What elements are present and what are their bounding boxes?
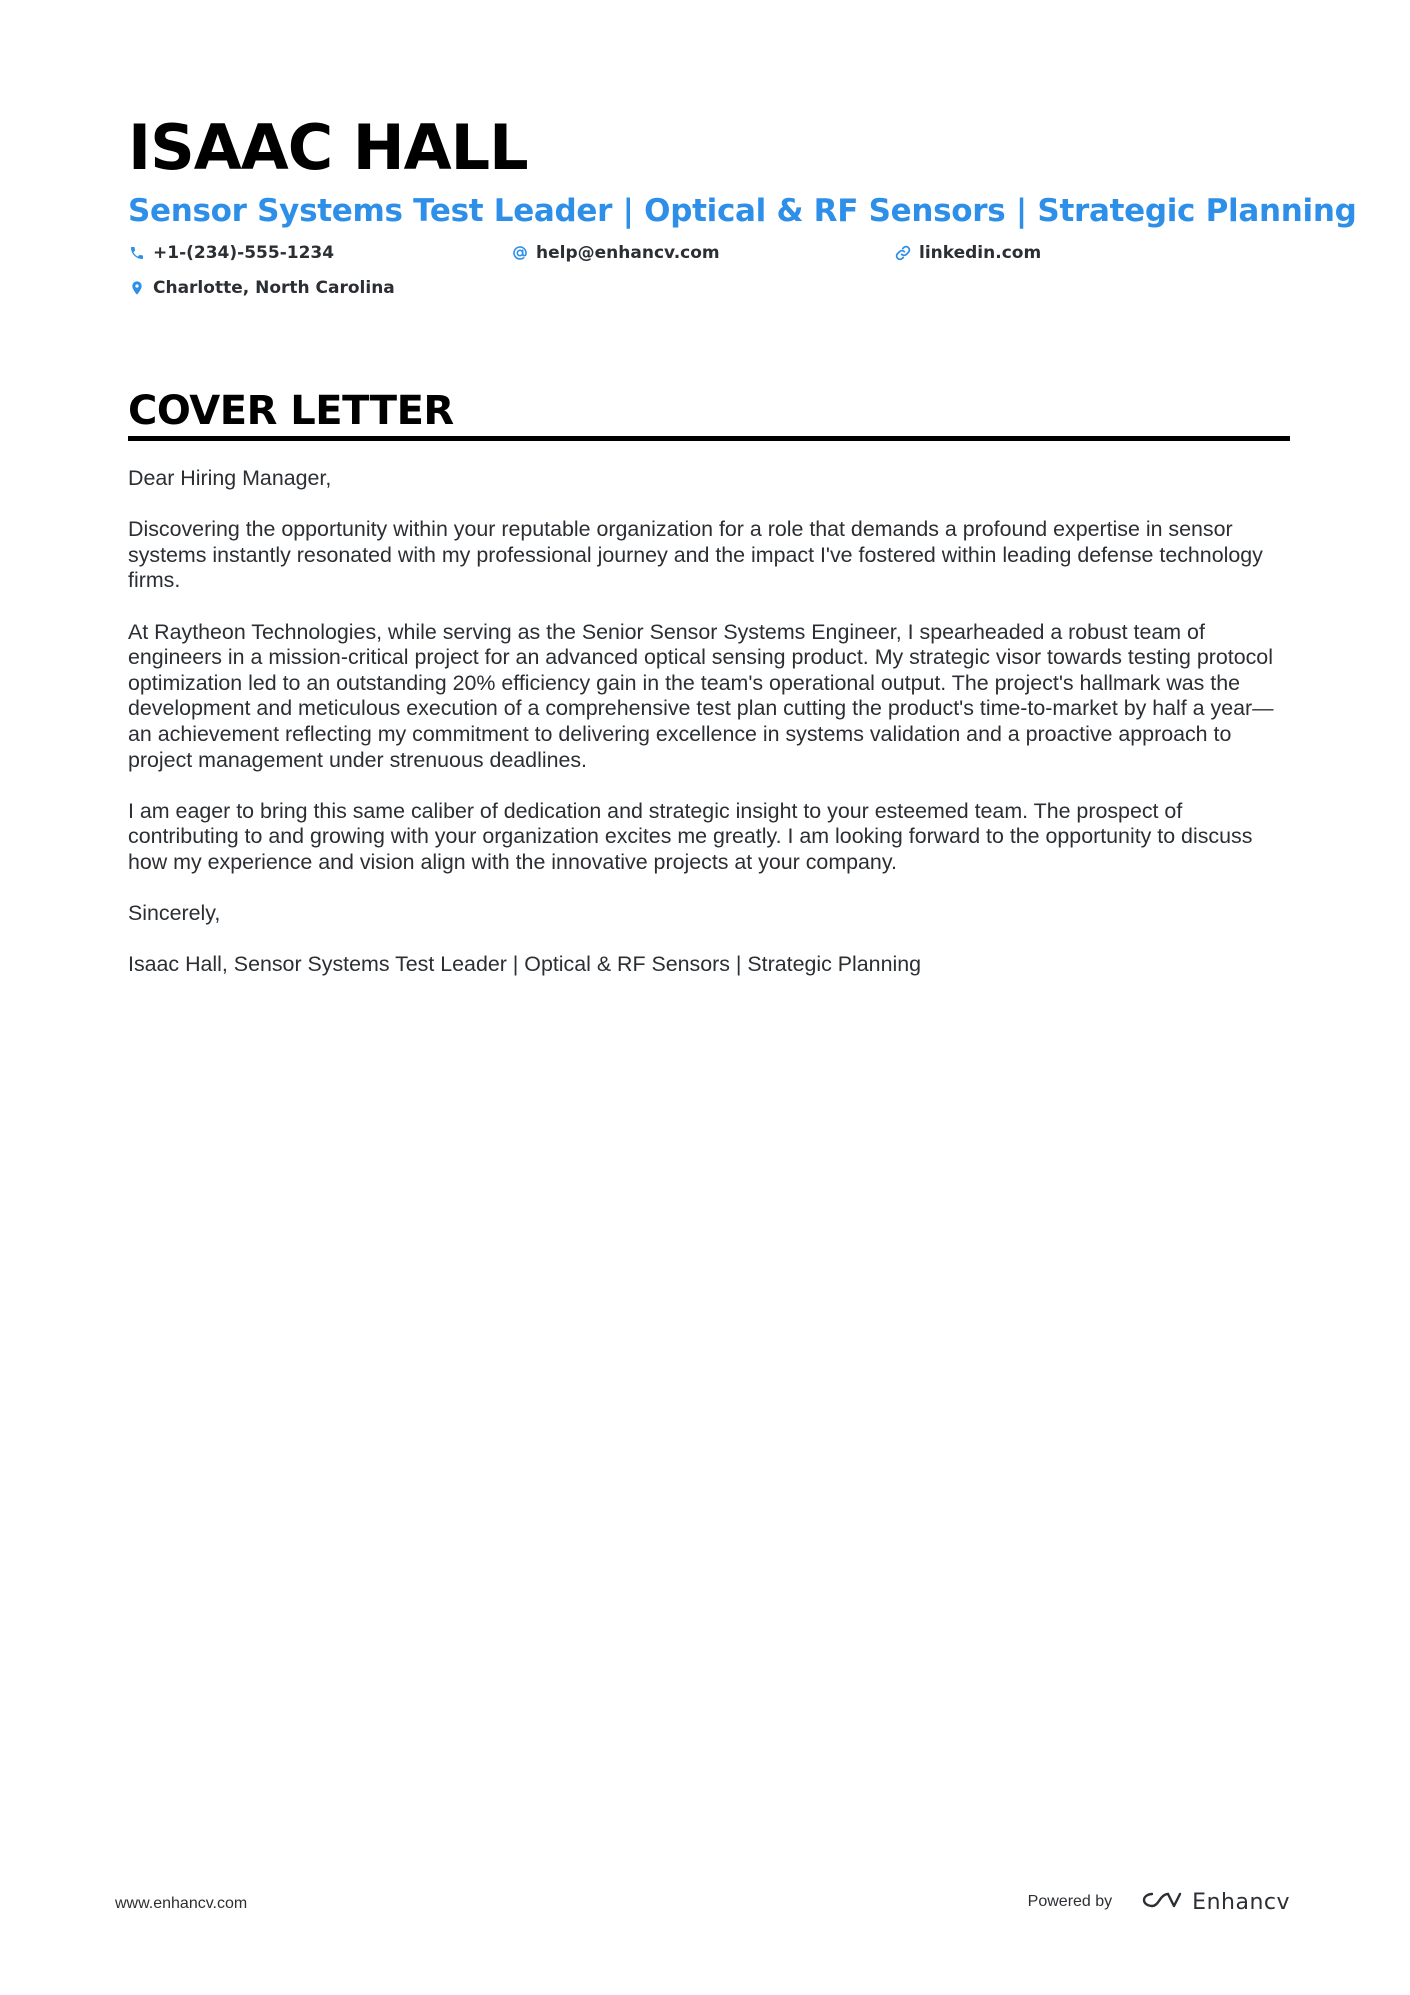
letter-greeting: Dear Hiring Manager, bbox=[128, 466, 332, 490]
footer-website[interactable]: www.enhancv.com bbox=[115, 1895, 248, 1912]
contact-email[interactable] bbox=[511, 240, 720, 266]
footer-branding bbox=[1028, 1880, 1290, 1924]
contact-link-text: linkedin.com bbox=[919, 243, 1042, 263]
map-pin-icon bbox=[128, 279, 146, 297]
letter-closing: Sincerely, bbox=[128, 901, 221, 926]
at-icon bbox=[511, 244, 529, 262]
letter-paragraph-2: At Raytheon Technologies, while serving as the Senior Sensor Systems Engineer, I spearheaded a robust team of engineers in a mission-critical project for an advanced optical sensing product. My strategic visor towards testing protocol optimization led to an outstanding 20% efficiency gain in the team's operational output. The project's hallmark was the development and meticulous execution of a comprehensive test plan cutting the product's time-to-market by half a year—an achievement reflecting my commitment to delivering excellence in systems validation and a proactive approach to project management under strenuous deadlines. bbox=[128, 619, 1274, 772]
enhancv-logo-icon bbox=[1138, 1888, 1184, 1917]
phone-icon bbox=[128, 244, 146, 262]
brand-name: Enhancv bbox=[1192, 1889, 1290, 1915]
contact-info bbox=[128, 240, 1290, 310]
contact-location-text: Charlotte, North Carolina bbox=[153, 278, 395, 298]
letter-paragraph-1: Discovering the opportunity within your reputable organization for a role that demands a profound expertise in sensor systems instantly resonated with my professional journey and the impact I've fostered within leading defense technology firms. bbox=[128, 517, 1263, 593]
candidate-headline: Sensor Systems Test Leader | Optical & RF Sensors | Strategic Planning bbox=[128, 193, 1357, 229]
section-title: COVER LETTER bbox=[128, 388, 454, 434]
powered-by-label: Powered by bbox=[1027, 1893, 1113, 1910]
contact-phone-text: +1-(234)-555-1234 bbox=[153, 243, 335, 263]
contact-location bbox=[128, 275, 395, 301]
letter-body bbox=[128, 466, 1290, 1003]
section-divider bbox=[128, 436, 1290, 441]
contact-phone[interactable] bbox=[128, 240, 334, 266]
brand-logo[interactable] bbox=[1138, 1888, 1290, 1917]
letter-paragraph-3: I am eager to bring this same caliber of dedication and strategic insight to your esteemed team. The prospect of contributing to and growing with your organization excites me greatly. I am looking forward to the opportunity to discuss how my experience and vision align with the innovative projects at your company. bbox=[128, 798, 1253, 874]
candidate-name: ISAAC HALL bbox=[128, 111, 528, 184]
contact-email-text: help@enhancv.com bbox=[536, 243, 720, 263]
letter-signature: Isaac Hall, Sensor Systems Test Leader | Optical & RF Sensors | Strategic Planning bbox=[128, 952, 922, 977]
link-icon bbox=[894, 244, 912, 262]
contact-link[interactable] bbox=[894, 240, 1041, 266]
